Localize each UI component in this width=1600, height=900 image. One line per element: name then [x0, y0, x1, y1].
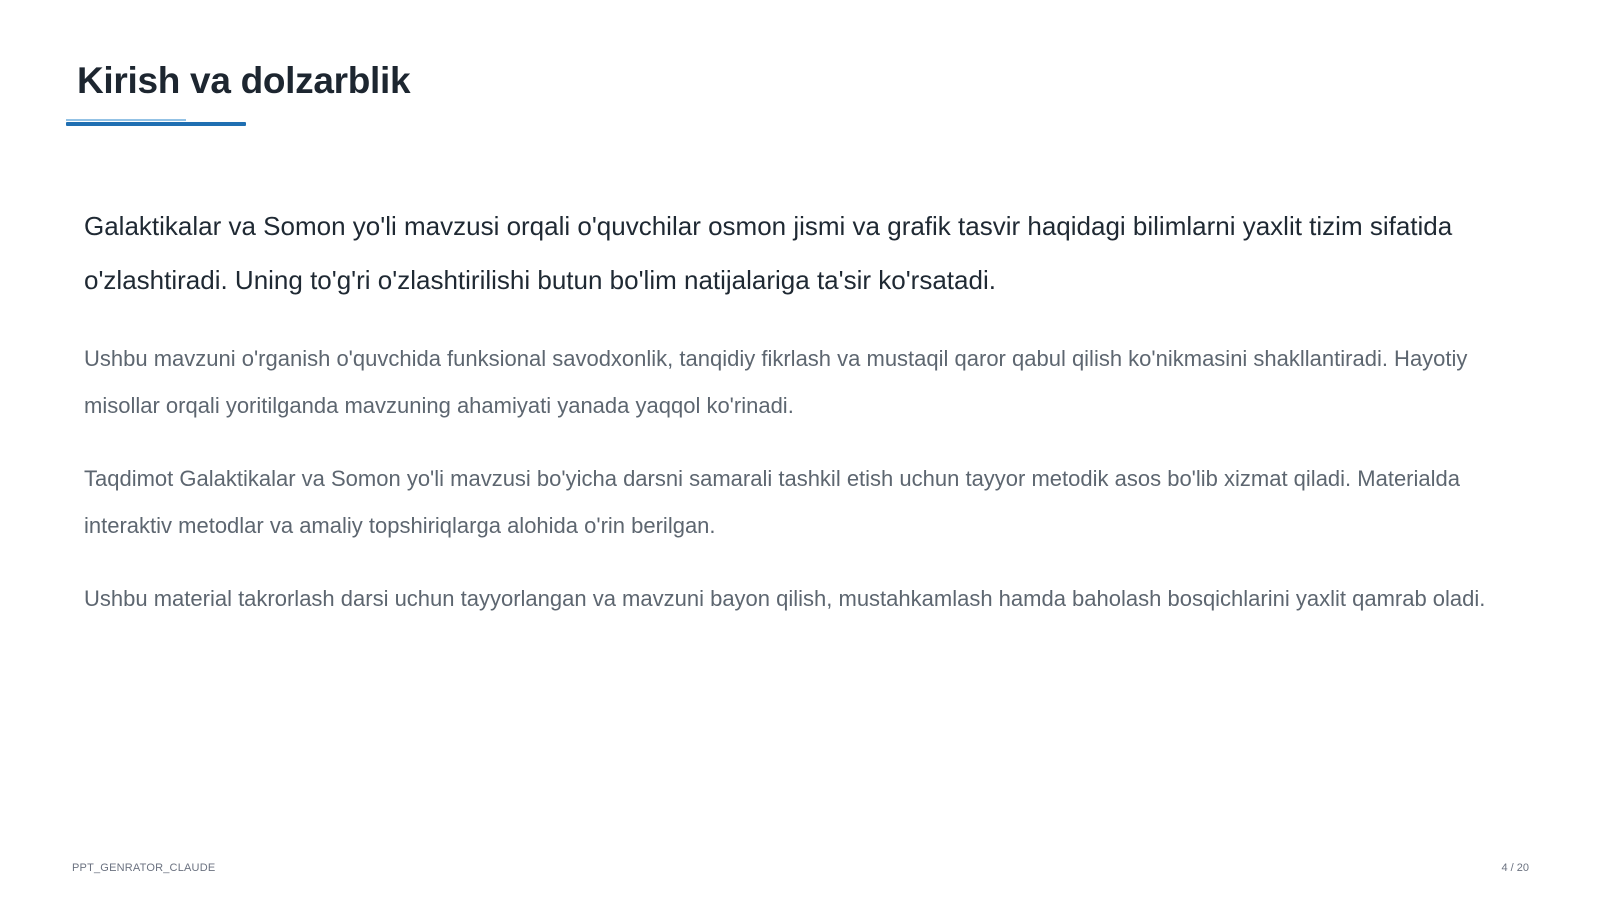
- page-indicator: 4 / 20: [1501, 862, 1529, 874]
- slide-title: Kirish va dolzarblik: [77, 60, 411, 101]
- body-paragraph-2: Taqdimot Galaktikalar va Somon yo'li mavzusi bo'yicha darsni samarali tashkil etish uchun tayyor metodik asos bo'lib xizmat qiladi. Materialda interaktiv metodlar va amaliy topshiriqlarga alohida o'rin berilgan.: [84, 466, 1460, 538]
- title-underline-accent: [66, 119, 186, 121]
- body-paragraph-3: Ushbu material takrorlash darsi uchun tayyorlangan va mavzuni bayon qilish, mustahkamlash hamda baholash bosqichlarini yaxlit qamrab oladi.: [84, 586, 1486, 611]
- slide-content: [84, 199, 1524, 648]
- lead-paragraph: Galaktikalar va Somon yo'li mavzusi orqali o'quvchilar osmon jismi va grafik tasvir haqidagi bilimlarni yaxlit tizim sifatida o'zlashtiradi. Uning to'g'ri o'zlashtirilishi butun bo'lim natijalariga ta'sir ko'rsatadi.: [84, 211, 1453, 295]
- footer-brand: PPT_GENRATOR_CLAUDE: [72, 862, 216, 874]
- title-underline: [66, 122, 246, 126]
- body-paragraph-1: Ushbu mavzuni o'rganish o'quvchida funksional savodxonlik, tanqidiy fikrlash va mustaqil qaror qabul qilish ko'nikmasini shakllantiradi. Hayotiy misollar orqali yoritilganda mavzuning ahamiyati yanada yaqqol ko'rinadi.: [84, 346, 1468, 418]
